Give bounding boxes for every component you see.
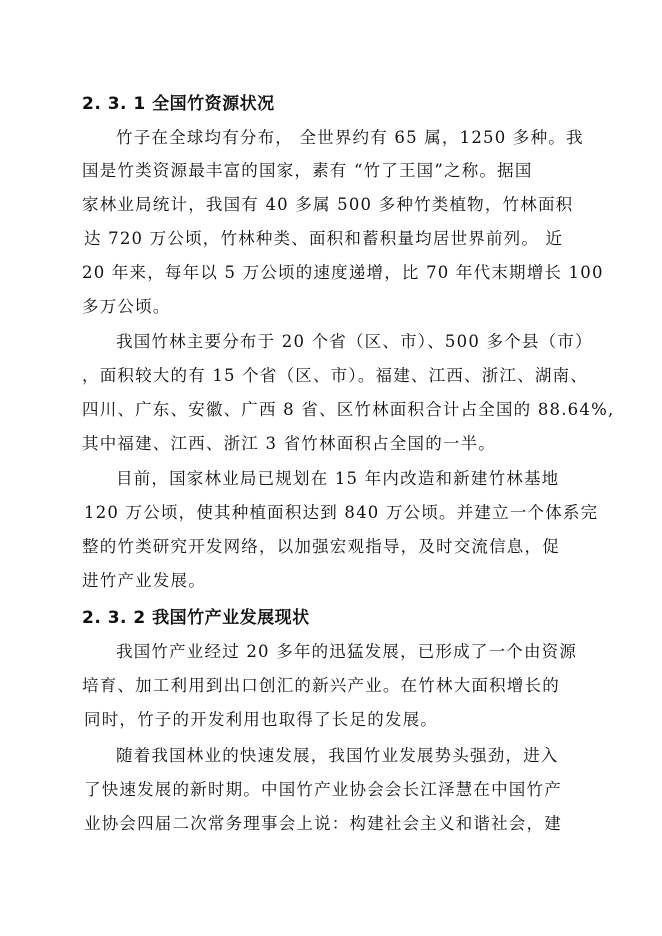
paragraph-line: 四川、广东、安徽、广西 8 省、区竹林面积合计占全国的 88.64%, [82,400,615,419]
paragraph-line: 我国竹林主要分布于 20 个省（区、市）、500 多个县（市） [116,332,593,351]
section-heading-2-3-2: 2. 3. 2 我国竹产业发展现状 [82,608,310,628]
paragraph-line: 我国竹产业经过 20 多年的迅猛发展，已形成了一个由资源 [116,642,578,661]
paragraph-line: 目前，国家林业局已规划在 15 年内改造和新建竹林基地 [116,469,560,488]
section-heading-2-3-1: 2. 3. 1 全国竹资源状况 [82,94,275,114]
paragraph-line: 达 720 万公顷，竹林种类、面积和蓄积量均居世界前列。 近 [84,229,564,248]
paragraph-line: 了快速发展的新时期。中国竹产业协会会长江泽慧在中国竹产 [84,780,562,799]
paragraph-line: 20 年来，每年以 5 万公顷的速度递增，比 70 年代末期增长 100 [82,263,604,282]
paragraph-line: 培育、加工利用到出口创汇的新兴产业。在竹林大面积增长的 [82,676,560,695]
paragraph-line: 同时，竹子的开发利用也取得了长足的发展。 [84,710,438,729]
paragraph-line: 竹子在全球均有分布， 全世界约有 65 属，1250 多种。我 [116,128,584,147]
paragraph-line: 随着我国林业的快速发展，我国竹业发展势头强劲，进入 [116,746,559,765]
paragraph-line: 其中福建、江西、浙江 3 省竹林面积占全国的一半。 [82,434,496,453]
paragraph-line: 进竹产业发展。 [82,571,206,590]
paragraph-line: 国是竹类资源最丰富的国家，素有 “竹了王国”之称。据国 [82,161,533,180]
paragraph-line: 120 万公顷，使其种植面积达到 840 万公顷。并建立一个体系完 [84,503,599,522]
paragraph-line: 家林业局统计，我国有 40 多属 500 多种竹类植物，竹林面积 [82,195,574,214]
paragraph-line: 整的竹类研究开发网络，以加强宏观指导，及时交流信息，促 [82,537,560,556]
paragraph-line: 业协会四届二次常务理事会上说：构建社会主义和谐社会，建 [84,814,562,833]
paragraph-line: 多万公顷。 [82,297,171,316]
paragraph-line: ，面积较大的有 15 个省（区、市）。福建、江西、浙江、湖南、 [82,366,588,385]
